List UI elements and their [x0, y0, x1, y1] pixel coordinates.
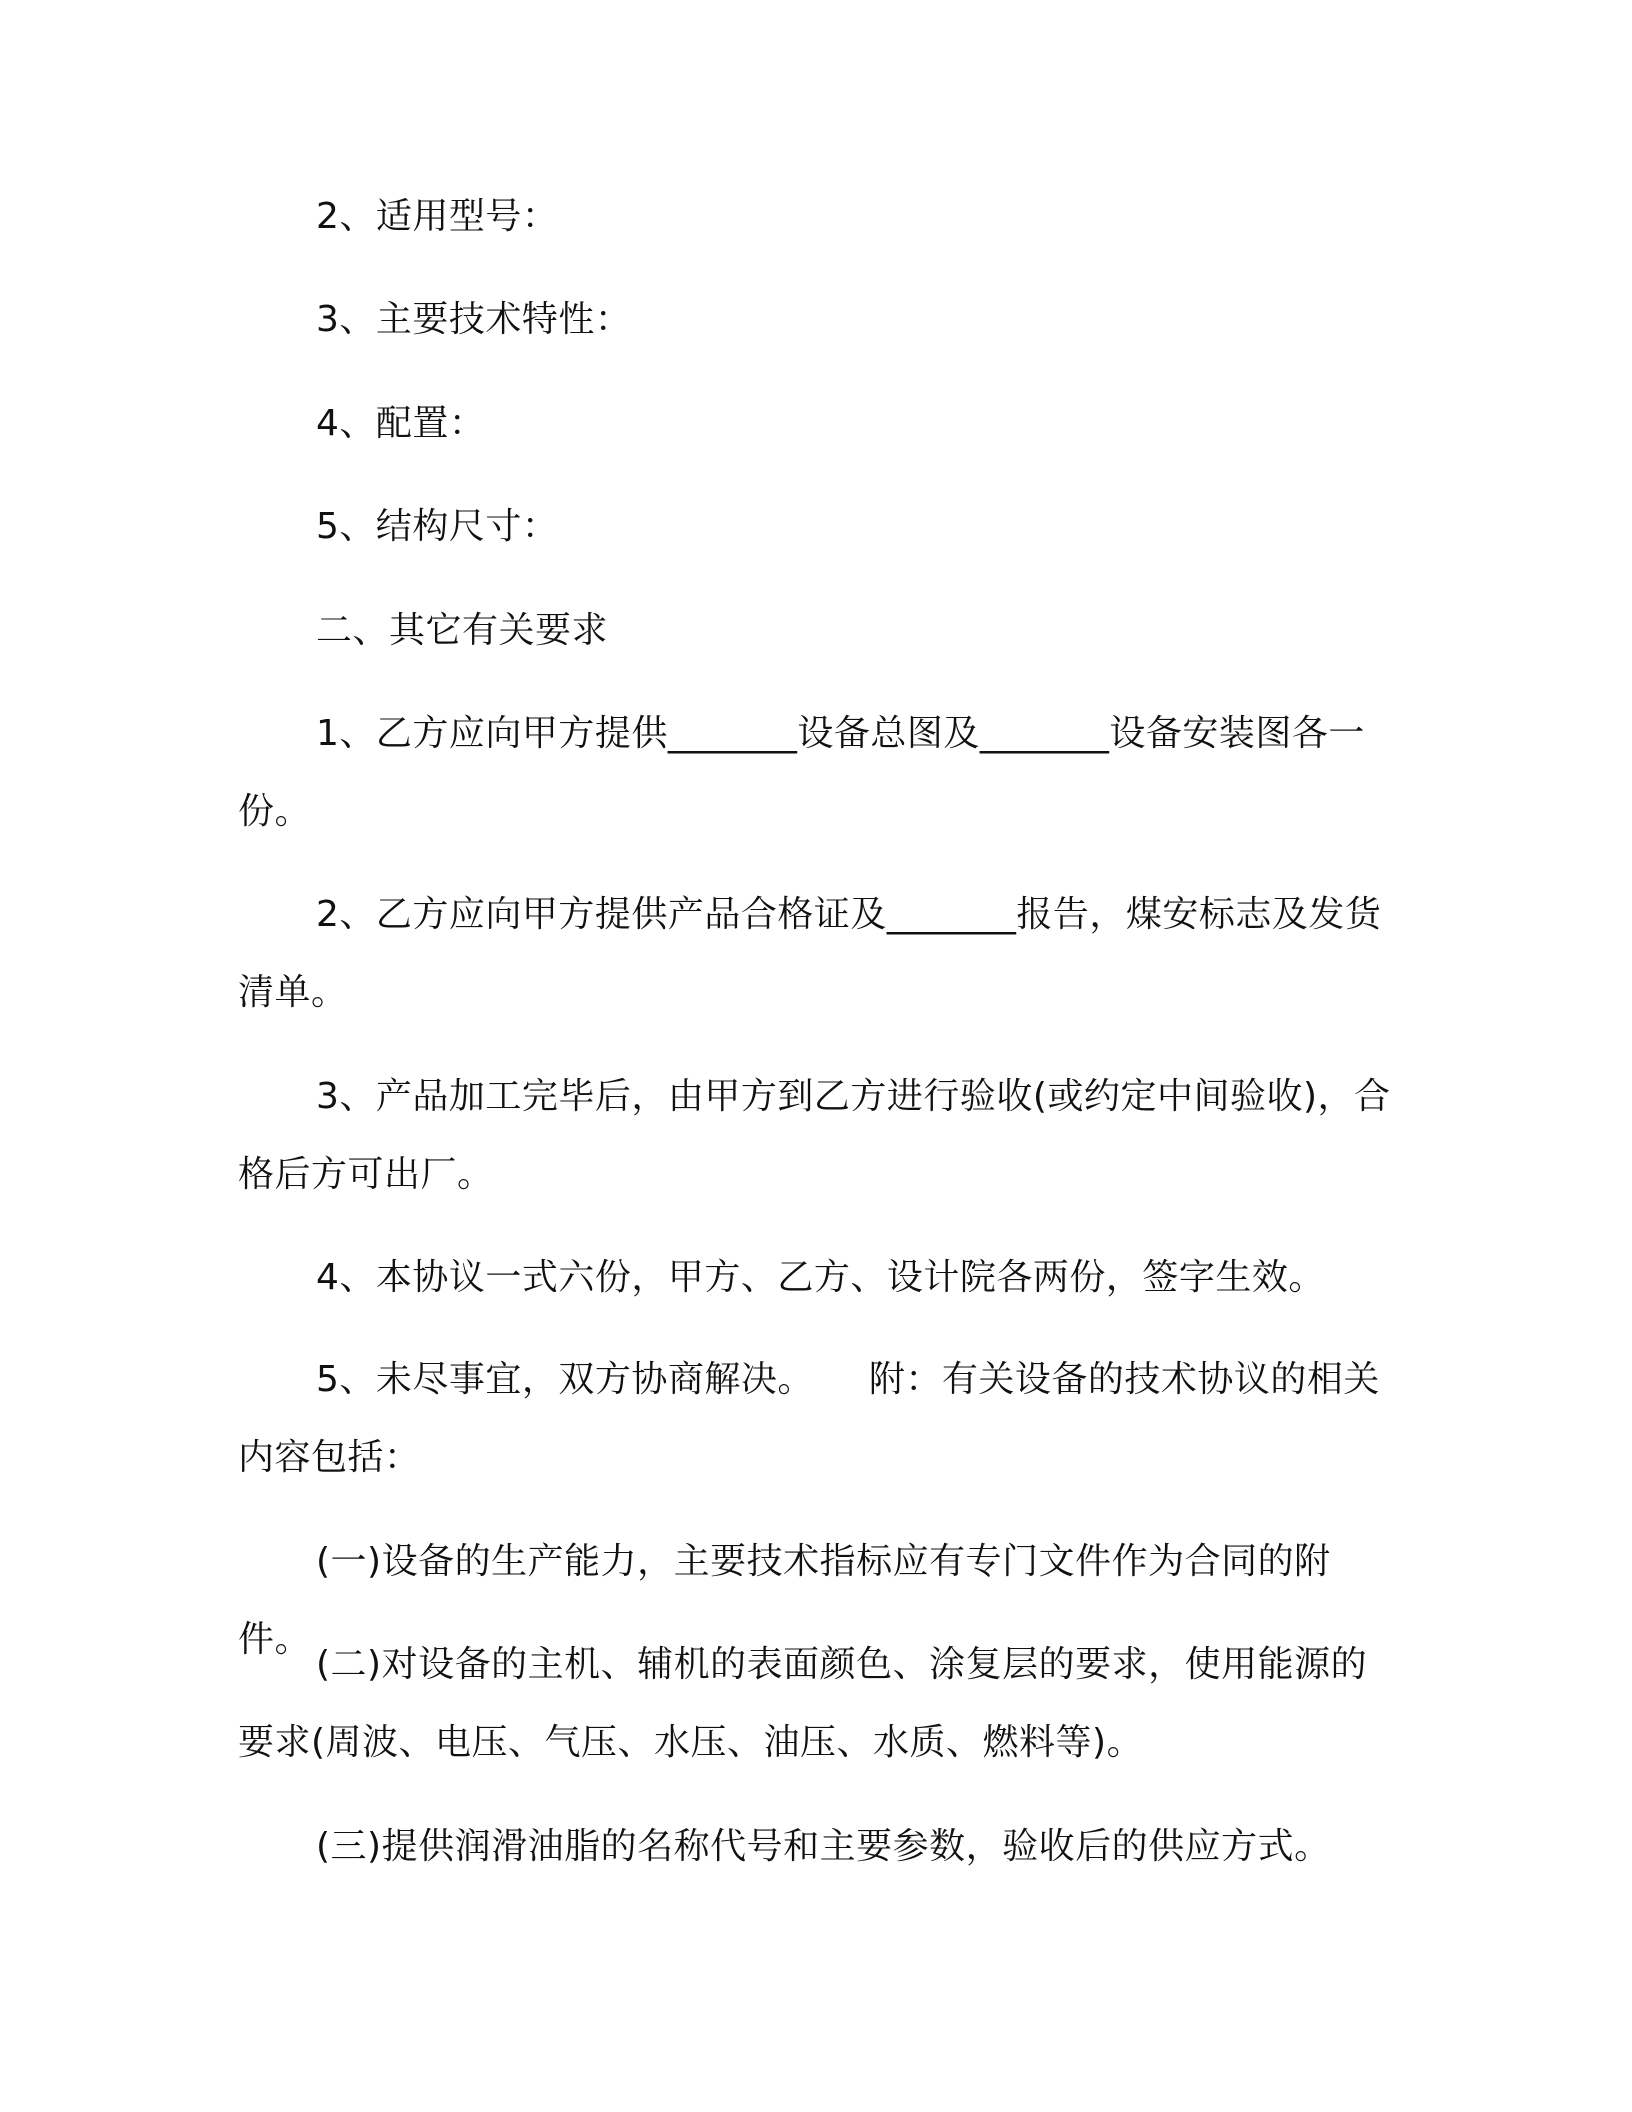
appendix-item-3: (三)提供润滑油脂的名称代号和主要参数，验收后的供应方式。 — [316, 1826, 1331, 1867]
requirement-certificates: 2、乙方应向甲方提供产品合格证及_______报告，煤安标志及发货清单。 — [238, 894, 1382, 1013]
requirement-unresolved-matters: 5、未尽事宜，双方协商解决。 附：有关设备的技术协议的相关内容包括： — [238, 1359, 1380, 1478]
clause-main-technical-specs: 3、主要技术特性： — [316, 299, 632, 340]
requirement-acceptance: 3、产品加工完毕后，由甲方到乙方进行验收(或约定中间验收)，合格后方可出厂。 — [238, 1076, 1391, 1195]
requirement-copies: 4、本协议一式六份，甲方、乙方、设计院各两份，签字生效。 — [316, 1257, 1325, 1298]
section-heading-other-requirements: 二、其它有关要求 — [316, 610, 609, 651]
clause-structure-dimensions: 5、结构尺寸： — [316, 506, 559, 547]
clause-configuration: 4、配置： — [316, 403, 486, 444]
appendix-item-2: (二)对设备的主机、辅机的表面颜色、涂复层的要求，使用能源的要求(周波、电压、气压、水压、油压、水质、燃料等)。 — [238, 1644, 1368, 1763]
appendix-item-1: (一)设备的生产能力，主要技术指标应有专门文件作为合同的附件。 — [238, 1541, 1331, 1660]
requirement-drawings: 1、乙方应向甲方提供_______设备总图及_______设备安装图各一份。 — [238, 713, 1365, 832]
clause-applicable-model: 2、适用型号： — [316, 196, 559, 237]
